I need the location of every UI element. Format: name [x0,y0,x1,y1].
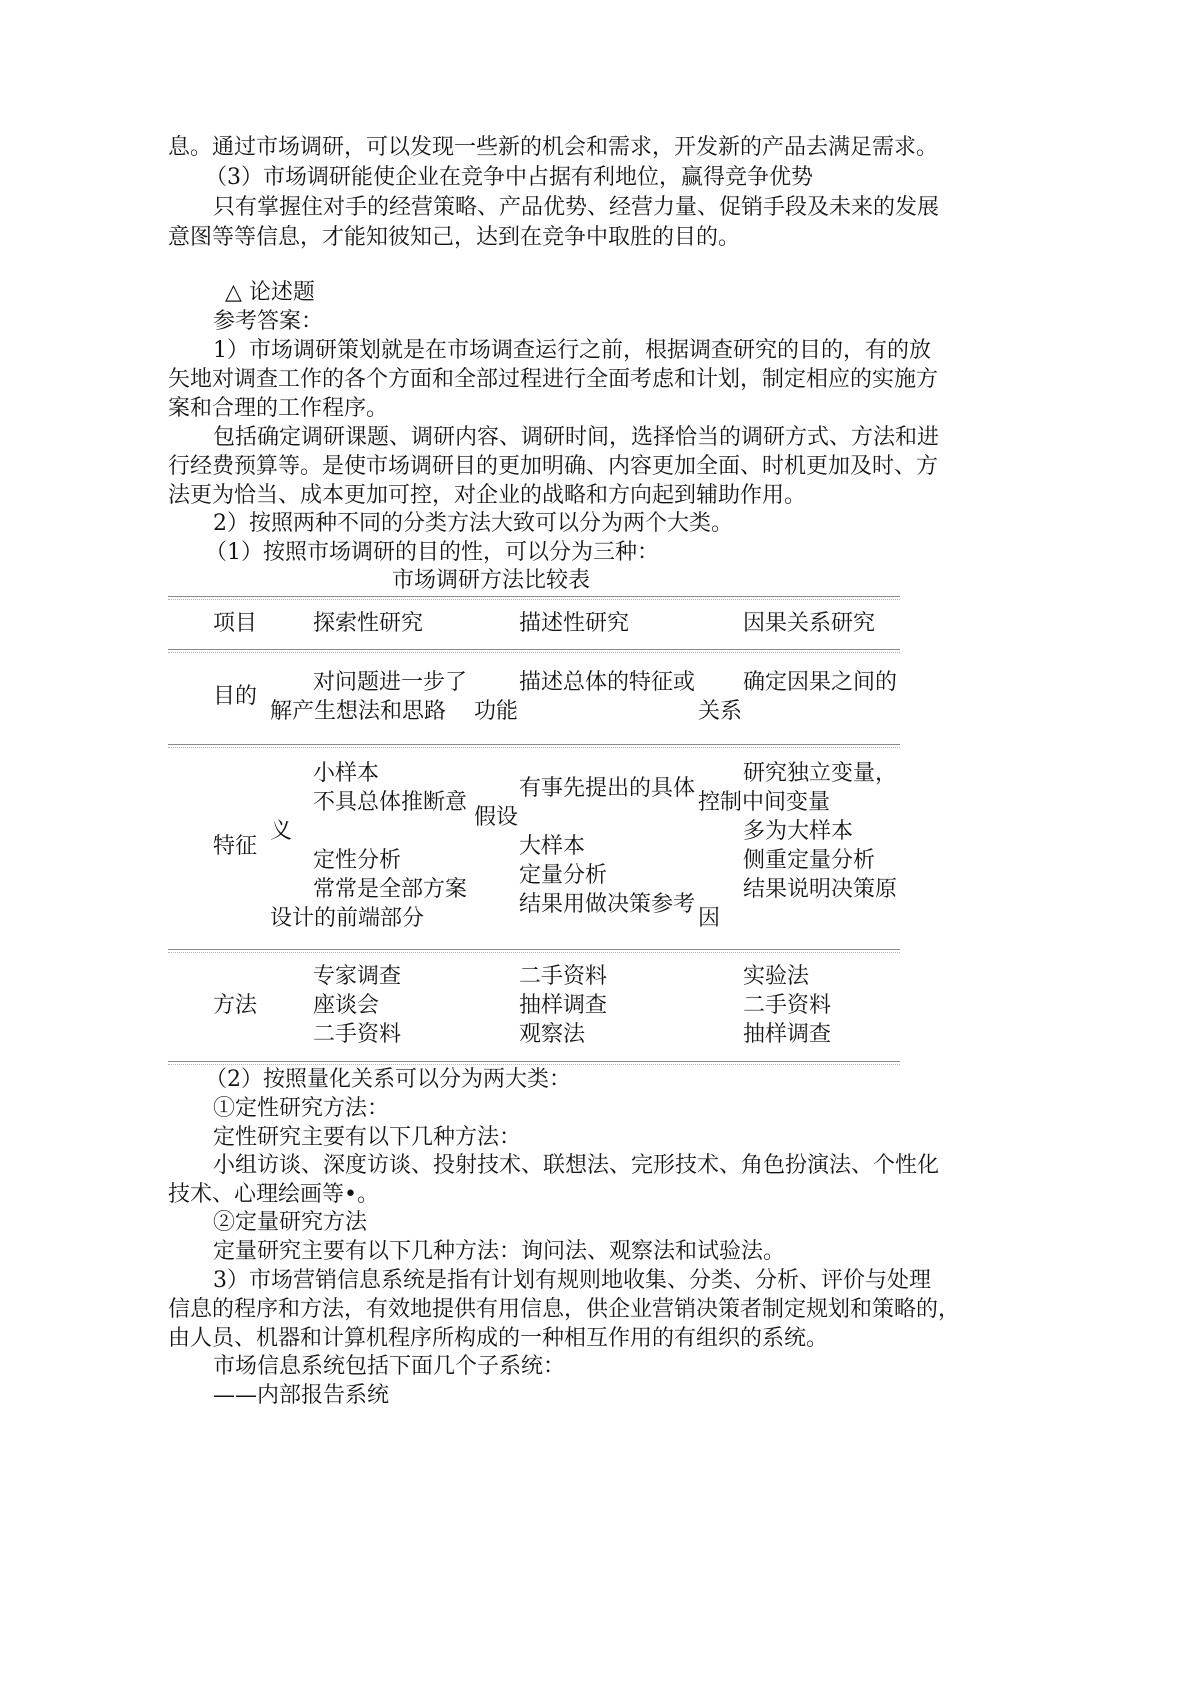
paragraph-line: 行经费预算等。是使市场调研目的更加明确、内容更加全面、时机更加及时、方 [168,454,939,479]
paragraph-line: 3）市场营销信息系统是指有计划有规则地收集、分类、分析、评价与处理 [213,1268,931,1293]
table-row-label: 特征 [213,834,258,859]
table-cell-line: 有事先提出的具体 [519,776,696,801]
paragraph-line: 包括确定调研课题、调研内容、调研时间，选择恰当的调研方式、方法和进 [213,425,940,450]
table-cell-line: 关系 [698,699,743,724]
table-cell-line: 结果说明决策原 [743,877,898,902]
paragraph-line: 意图等等信息，才能知彼知己，达到在竞争中取胜的目的。 [168,225,741,250]
table-row-label: 目的 [213,684,258,709]
paragraph-line: 定量研究主要有以下几种方法：询问法、观察法和试验法。 [213,1239,786,1264]
table-cell-line: 抽样调查 [519,993,608,1018]
table-cell-line: 常常是全部方案 [313,877,468,902]
table-cell-line: 专家调查 [313,964,402,989]
paragraph-line: 1）市场调研策划就是在市场调查运行之前，根据调查研究的目的，有的放 [213,338,931,363]
subsection-heading: （3）市场调研能使企业在竞争中占据有利地位，赢得竞争优势 [205,165,813,190]
table-cell-line: 结果用做决策参考 [519,892,696,917]
paragraph-line: 2）按照两种不同的分类方法大致可以分为两个大类。 [213,511,733,536]
paragraph-line: 定性研究主要有以下几种方法： [213,1125,522,1150]
table-cell-line: 二手资料 [743,993,832,1018]
paragraph-line: ——内部报告系统 [213,1383,390,1408]
paragraph-line: 市场信息系统包括下面几个子系统： [213,1354,566,1379]
table-cell-line: 设计的前端部分 [270,906,425,931]
paragraph-line: 息。通过市场调研，可以发现一些新的机会和需求，开发新的产品去满足需求。 [168,135,939,160]
table-rule [168,596,900,600]
paragraph-line: 小组访谈、深度访谈、投射技术、联想法、完形技术、角色扮演法、个性化 [213,1153,940,1178]
paragraph-line: 信息的程序和方法，有效地提供有用信息，供企业营销决策者制定规划和策略的， [168,1297,961,1322]
table-cell-line: 解产生想法和思路 [270,699,447,724]
paragraph-line: 技术、心理绘画等•。 [168,1182,379,1207]
table-rule [168,1061,900,1065]
table-row-label: 方法 [213,993,258,1018]
table-rule [168,744,900,748]
paragraph-line: 法更为恰当、成本更加可控，对企业的战略和方向起到辅助作用。 [168,483,807,508]
table-header-cell: 因果关系研究 [743,611,876,636]
table-caption: 市场调研方法比较表 [392,568,591,593]
table-cell-line: 义 [270,819,293,844]
answer-label: 参考答案： [213,309,324,334]
table-cell-line: 多为大样本 [743,819,854,844]
paragraph-line: （2）按照量化关系可以分为两大类： [205,1067,571,1092]
table-cell-line: 定性分析 [313,848,402,873]
table-header-cell: 项目 [213,611,258,636]
paragraph-line: 矢地对调查工作的各个方面和全部过程进行全面考虑和计划，制定相应的实施方 [168,367,939,392]
table-cell-line: 小样本 [313,761,380,786]
table-cell-line: 控制中间变量 [698,790,831,815]
paragraph-line: （1）按照市场调研的目的性，可以分为三种： [205,540,659,565]
paragraph-line: 案和合理的工作程序。 [168,396,389,421]
table-cell-line: 定量分析 [519,863,608,888]
table-header-cell: 探索性研究 [313,611,424,636]
table-cell-line: 二手资料 [313,1022,402,1047]
table-cell-line: 确定因果之间的 [743,670,898,695]
table-cell-line: 功能 [474,699,519,724]
table-cell-line: 描述总体的特征或 [519,670,696,695]
table-cell-line: 侧重定量分析 [743,848,876,873]
table-cell-line: 二手资料 [519,964,608,989]
table-cell-line: 观察法 [519,1022,586,1047]
table-cell-line: 抽样调查 [743,1022,832,1047]
table-cell-line: 假设 [474,805,519,830]
table-cell-line: 不具总体推断意 [313,790,468,815]
table-rule [168,649,900,653]
paragraph-line: ①定性研究方法： [213,1096,390,1121]
paragraph-line: 由人员、机器和计算机程序所构成的一种相互作用的有组织的系统。 [168,1326,829,1351]
paragraph-line: 只有掌握住对手的经营策略、产品优势、经营力量、促销手段及未来的发展 [213,195,940,220]
table-cell-line: 座谈会 [313,993,380,1018]
paragraph-line: ②定量研究方法 [213,1210,368,1235]
table-header-cell: 描述性研究 [519,611,630,636]
table-cell-line: 研究独立变量， [743,761,898,786]
table-cell-line: 大样本 [519,834,586,859]
table-cell-line: 因 [698,906,721,931]
table-cell-line: 实验法 [743,964,810,989]
table-rule [168,949,900,953]
table-cell-line: 对问题进一步了 [313,670,468,695]
section-heading: △ 论述题 [225,280,315,305]
